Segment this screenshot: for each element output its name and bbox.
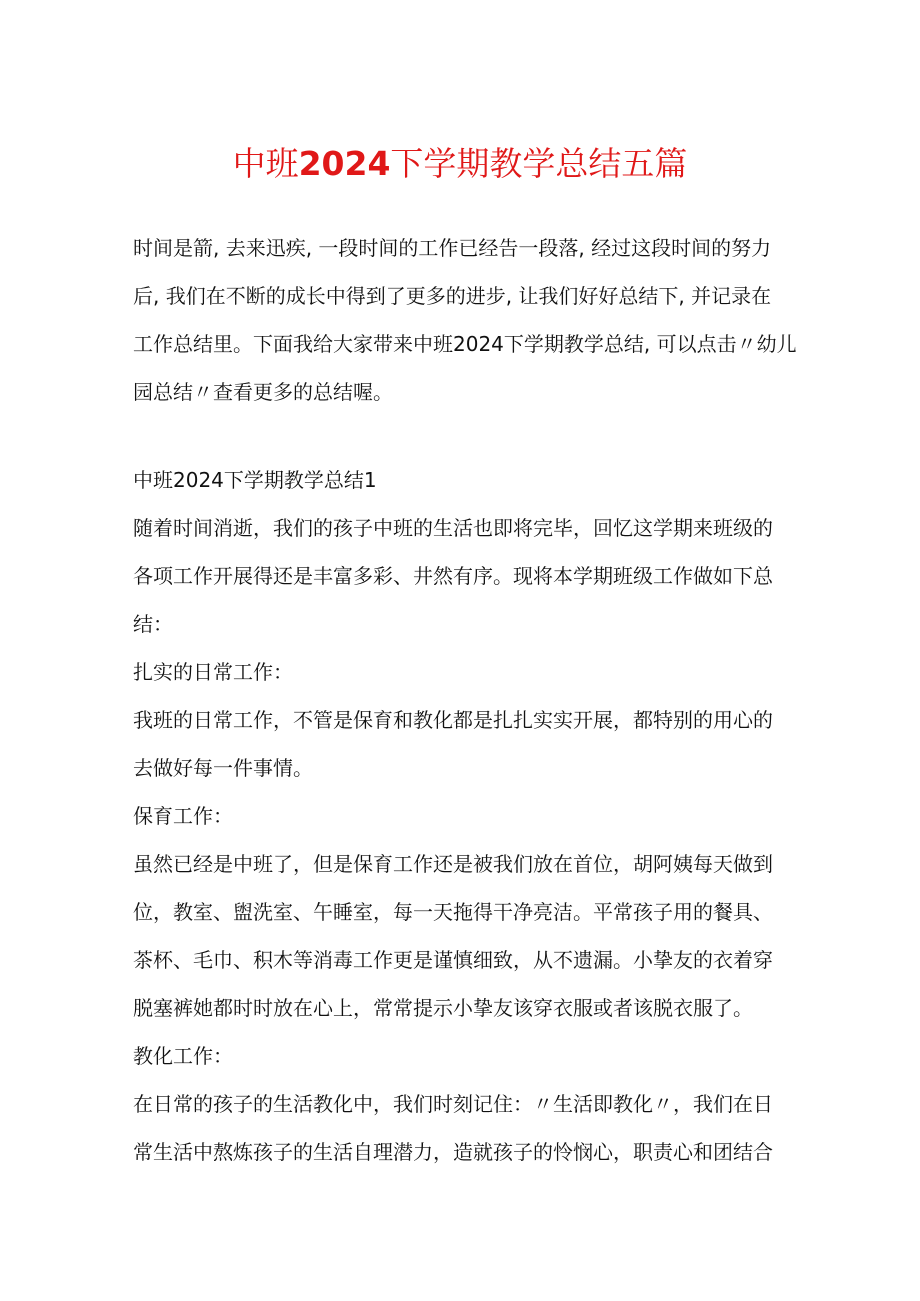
title-year: 2024 (298, 144, 391, 183)
subheading-education-work: 教化工作： (133, 1044, 233, 1068)
title-suffix: 下学期教学总结五篇 (390, 144, 688, 183)
body-line: 虽然已经是中班了，但是保育工作还是被我们放在首位，胡阿姨每天做到 (133, 852, 773, 876)
subheading-daily-work: 扎实的日常工作： (133, 660, 293, 684)
body-line: 随着时间消逝，我们的孩子中班的生活也即将完毕，回忆这学期来班级的 (133, 516, 773, 540)
document-title (0, 138, 920, 190)
title-prefix: 中班 (232, 144, 299, 183)
paragraph-gap (133, 416, 793, 456)
body-line: 各项工作开展得还是丰富多彩、井然有序。现将本学期班级工作做如下总 (133, 564, 773, 588)
intro-line: 工作总结里。下面我给大家带来中班2024下学期教学总结, 可以点击〃幼儿 (133, 332, 797, 356)
intro-line: 后, 我们在不断的成长中得到了更多的进步, 让我们好好总结下, 并记录在 (133, 284, 772, 308)
document-body (133, 224, 797, 1176)
body-line: 我班的日常工作，不管是保育和教化都是扎扎实实开展，都特别的用心的 (133, 708, 773, 732)
section-1 (133, 456, 793, 1176)
body-line: 在日常的孩子的生活教化中，我们时刻记住：〃生活即教化〃，我们在日 (133, 1092, 773, 1116)
intro-paragraph (133, 224, 797, 416)
subheading-care-work: 保育工作： (133, 804, 233, 828)
body-line: 脱塞裤她都时时放在心上，常常提示小挚友该穿衣服或者该脱衣服了。 (133, 996, 753, 1020)
intro-line: 时间是箭, 去来迅疾, 一段时间的工作已经告一段落, 经过这段时间的努力 (133, 236, 772, 260)
intro-line: 园总结〃查看更多的总结喔。 (133, 380, 393, 404)
body-line: 茶杯、毛巾、积木等消毒工作更是谨慎细致，从不遗漏。小挚友的衣着穿 (133, 948, 773, 972)
section-heading: 中班2024下学期教学总结1 (133, 468, 377, 492)
body-line: 去做好每一件事情。 (133, 756, 313, 780)
body-line: 结： (133, 612, 173, 636)
body-line: 常生活中熬炼孩子的生活自理潜力，造就孩子的怜悯心，职责心和团结合 (133, 1140, 773, 1164)
body-line: 位，教室、盥洗室、午睡室，每一天拖得干净亮洁。平常孩子用的餐具、 (133, 900, 773, 924)
